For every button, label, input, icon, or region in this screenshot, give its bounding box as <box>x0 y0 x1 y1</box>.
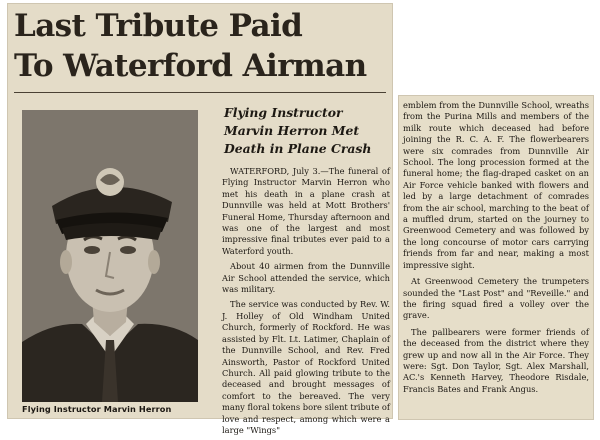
newspaper-clipping-main <box>8 4 392 435</box>
article-paragraph: The service was conducted by Rev. W. J. Holley of Old Windham United Church, formerly of Rockford. He was assisted by Flt. Lt. Latimer, Chaplain of the Dunnville School, and Rev. Fred Ainsworth, Pastor of Rockford United Church. All paid glowing tribute to the deceased and brought messages of comfort to the bereaved. The very many floral tokens bore silent tribute of love and respect, among which were a large "Wings" <box>222 299 390 435</box>
headline-line-2: To Waterford Airman <box>14 48 367 84</box>
photo-caption: Flying Instructor Marvin Herron <box>22 404 172 414</box>
article-paragraph: About 40 airmen from the Dunnville Air School attended the service, which was military. <box>222 261 390 295</box>
headline-rule <box>14 92 386 93</box>
article-paragraph: WATERFORD, July 3.—The funeral of Flying Instructor Marvin Herron who met his death in a plane crash at Dunnville was held at Mott Brothers' Funeral Home, Thursday afternoon and was one of the largest and most impressive final tributes ever paid to a Waterford youth. <box>222 166 390 256</box>
article-paragraph: At Greenwood Cemetery the trumpeters sounded the "Last Post" and "Reveille." and the firing squad fired a volley over the grave. <box>403 276 589 321</box>
airman-portrait-photo <box>22 110 198 402</box>
article-subhead: Flying Instructor Marvin Herron Met Death in Plane Crash <box>224 105 372 156</box>
article-paragraph: The pallbearers were former friends of the deceased from the district where they grew up and now all in the Air Force. They were: Sgt. Don Taylor, Sgt. Alex Marshall, AC.'s Kenneth Harvey, Theodore Risdale, Francis Bates and Frank Angus. <box>403 326 589 394</box>
portrait-illustration <box>22 110 198 402</box>
cap-badge-icon <box>96 168 124 196</box>
newspaper-clipping-continuation <box>399 96 593 419</box>
headline-line-1: Last Tribute Paid <box>14 8 303 44</box>
article-column-2 <box>403 100 589 400</box>
article-column-1 <box>222 166 390 440</box>
article-paragraph: emblem from the Dunnville School, wreaths from the Purina Mills and members of the milk route which deceased had before joining the R. C. A. F. The flowerbearers were six comrades from Dunnville Air School. The long procession formed at the funeral home; the flag-draped casket on an Air Force vehicle banked with flowers and led by a large detachment of comrades from the air school, marching to the beat of a muffled drum, started on the journey to Greenwood Cemetery and was followed by the long concourse of motor cars carrying friends from far and near, making a most impressive sight. <box>403 100 589 270</box>
